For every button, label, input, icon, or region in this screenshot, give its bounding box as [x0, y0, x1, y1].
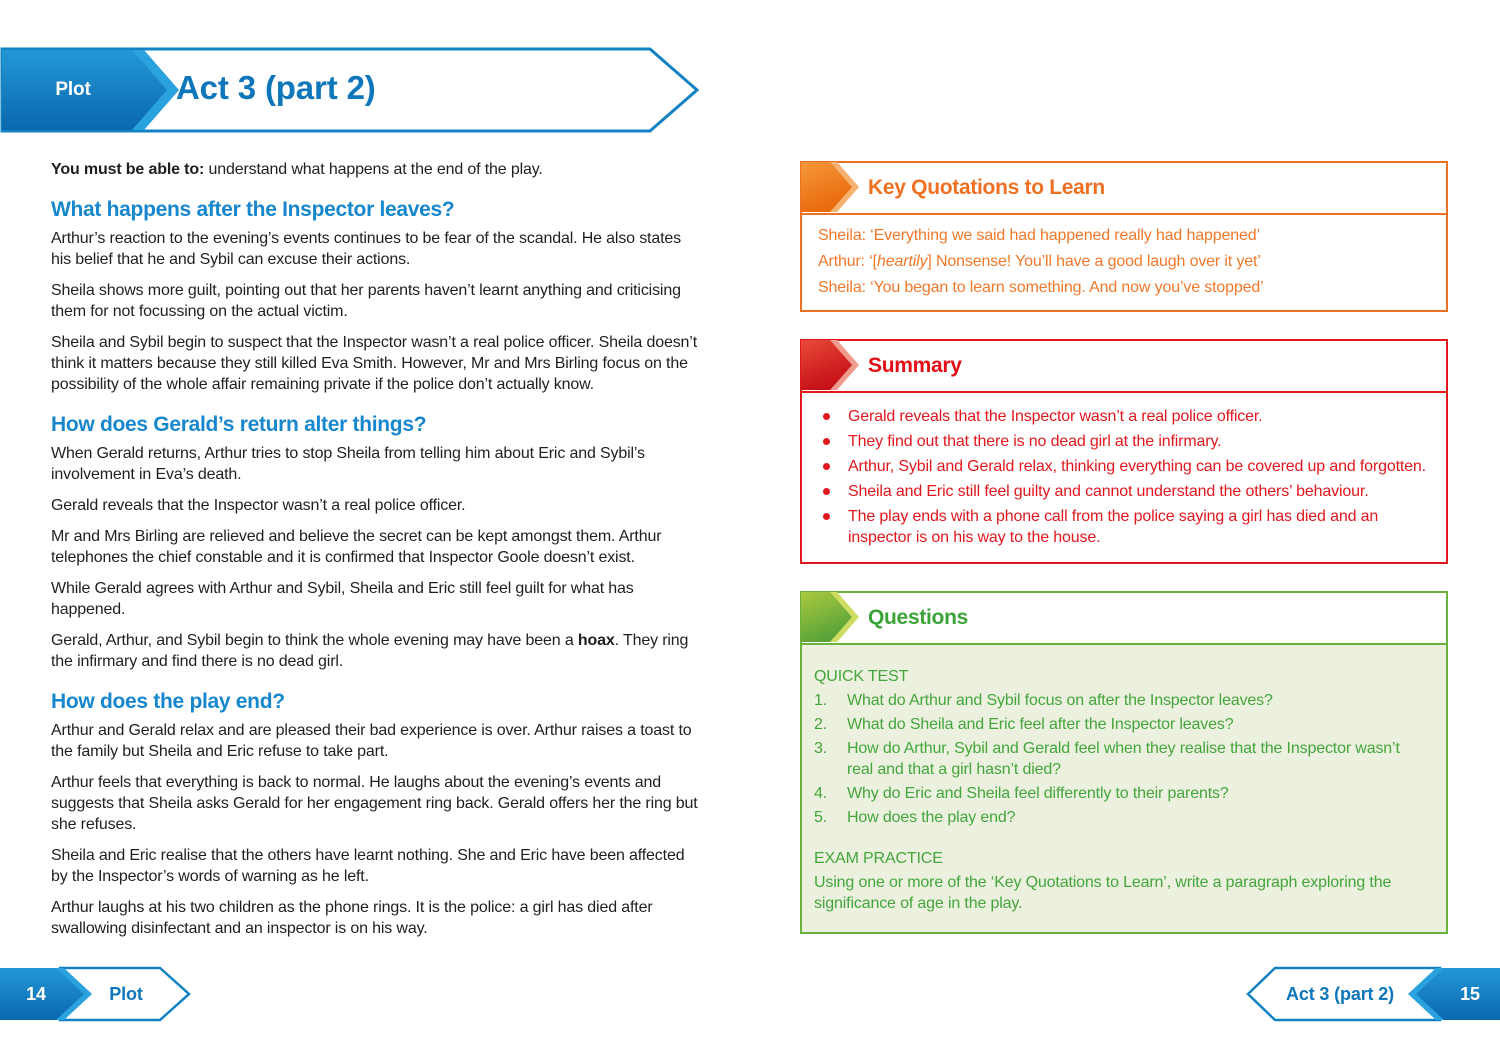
- key-quotations-header: [802, 163, 1446, 215]
- question-number: 2.: [814, 716, 828, 733]
- exam-practice-label: EXAM PRACTICE: [814, 850, 943, 867]
- red-chevron-icon: [801, 340, 859, 390]
- summary-list: [802, 406, 1430, 548]
- section-geralds-return: [51, 413, 703, 672]
- question-text: How do Arthur, Sybil and Gerald feel when they realise that the Inspector wasn’t real and that a girl hasn’t died?: [847, 740, 1400, 778]
- footer-left: [0, 965, 192, 1023]
- paragraph: While Gerald agrees with Arthur and Sybil, Sheila and Eric still feel guilt for what has happened.: [51, 580, 634, 618]
- section-after-inspector: [51, 198, 703, 395]
- paragraph: Arthur and Gerald relax and are pleased their bad experience is over. Arthur raises a toast to the family but Sheila and Eric refuse to take part.: [51, 722, 692, 760]
- objective-line: [51, 159, 703, 180]
- key-quotations-body: [802, 215, 1446, 310]
- summary-item: They find out that there is no dead girl at the infirmary.: [802, 431, 1430, 452]
- question-number: 4.: [814, 785, 828, 802]
- orange-chevron-icon: [801, 162, 859, 212]
- question-text: Why do Eric and Sheila feel differently to their parents?: [847, 785, 1229, 802]
- page-number-left: 14: [26, 984, 46, 1004]
- question-text: What do Sheila and Eric feel after the Inspector leaves?: [847, 716, 1234, 733]
- question-number: 3.: [814, 740, 828, 757]
- summary-box: [800, 339, 1448, 564]
- key-quotations-box: [800, 161, 1448, 312]
- summary-item: Sheila and Eric still feel guilty and cannot understand the others’ behaviour.: [802, 481, 1430, 502]
- question-number: 1.: [814, 692, 828, 709]
- paragraph: Sheila and Eric realise that the others have learnt nothing. She and Eric have been affected by the Inspector’s words of warning as he left.: [51, 847, 685, 885]
- exam-practice-text: Using one or more of the ‘Key Quotations to Learn’, write a paragraph exploring the significance of age in the play.: [814, 874, 1392, 912]
- paragraph: Arthur laughs at his two children as the phone rings. It is the police: a girl has died after swallowing disinfectant and an inspector is on his way.: [51, 899, 653, 937]
- footer-page-title-label: Act 3 (part 2): [1286, 984, 1394, 1004]
- paragraph: Sheila and Sybil begin to suspect that the Inspector wasn’t a real police officer. Sheila doesn’t think it matters because they still killed Eva Smith. However, Mr and Mrs Birling focus on the possibility of the whole affair remaining private if the police don’t actually know.: [51, 334, 698, 393]
- paragraph: Arthur feels that everything is back to normal. He laughs about the evening’s events and suggests that Sheila asks Gerald for her engagement ring back. Gerald offers her the ring but she refuses.: [51, 774, 698, 833]
- quick-test-label: QUICK TEST: [814, 668, 909, 685]
- paragraph: Gerald reveals that the Inspector wasn’t a real police officer.: [51, 497, 466, 514]
- page-number-right: 15: [1460, 984, 1480, 1004]
- section-play-end: [51, 690, 703, 939]
- quick-test-item: [814, 783, 1430, 804]
- page-header: [0, 47, 700, 133]
- quick-test-item: [814, 714, 1430, 735]
- questions-title: Questions: [868, 606, 968, 629]
- section-tab-label: Plot: [55, 79, 91, 100]
- plot-tab: [2, 50, 182, 130]
- paragraph: Arthur’s reaction to the evening’s events continues to be fear of the scandal. He also states his belief that he and Sybil can excuse their actions.: [51, 230, 681, 268]
- paragraph: When Gerald returns, Arthur tries to stop Sheila from telling him about Eric and Sybil’s involvement in Eva’s death.: [51, 445, 645, 483]
- section-heading: How does the play end?: [51, 690, 285, 713]
- footer-section-label: Plot: [109, 984, 143, 1004]
- footer-right: [1245, 965, 1500, 1023]
- green-chevron-icon: [801, 592, 859, 642]
- question-number: 5.: [814, 809, 828, 826]
- question-text: How does the play end?: [847, 809, 1016, 826]
- summary-item: Gerald reveals that the Inspector wasn’t a real police officer.: [802, 406, 1430, 427]
- summary-title: Summary: [868, 354, 962, 377]
- quick-test-item: [814, 690, 1430, 711]
- section-heading: What happens after the Inspector leaves?: [51, 198, 455, 221]
- question-text: What do Arthur and Sybil focus on after the Inspector leaves?: [847, 692, 1273, 709]
- quote-line: Arthur: ‘[heartily] Nonsense! You’ll have a good laugh over it yet’: [818, 253, 1261, 270]
- objective-text: understand what happens at the end of the play.: [204, 161, 543, 178]
- paragraph: Sheila shows more guilt, pointing out that her parents haven’t learnt anything and criticising them for not focussing on the actual victim.: [51, 282, 681, 320]
- paragraph: Gerald, Arthur, and Sybil begin to think the whole evening may have been a hoax. They ring the infirmary and find there is no dead girl.: [51, 632, 689, 670]
- quote-line: Sheila: ‘Everything we said had happened really had happened’: [818, 227, 1260, 244]
- left-column: [51, 159, 703, 949]
- quick-test-item: [814, 807, 1430, 828]
- quick-test-item: [814, 738, 1430, 780]
- right-column: [800, 161, 1448, 961]
- paragraph: Mr and Mrs Birling are relieved and believe the secret can be kept amongst them. Arthur telephones the chief constable and it is confirmed that Inspector Goole doesn’t exist.: [51, 528, 662, 566]
- questions-header: [802, 593, 1446, 645]
- page-title: Act 3 (part 2): [176, 69, 376, 106]
- objective-lead: You must be able to:: [51, 161, 205, 178]
- summary-body: [802, 393, 1446, 562]
- quote-line: Sheila: ‘You began to learn something. And now you’ve stopped’: [818, 279, 1264, 296]
- summary-header: [802, 341, 1446, 393]
- questions-body: [802, 645, 1446, 932]
- summary-item: Arthur, Sybil and Gerald relax, thinking everything can be covered up and forgotten.: [802, 456, 1430, 477]
- summary-item: The play ends with a phone call from the police saying a girl has died and an inspector is on his way to the house.: [802, 506, 1430, 548]
- questions-box: [800, 591, 1448, 934]
- section-heading: How does Gerald’s return alter things?: [51, 413, 427, 436]
- key-quotations-title: Key Quotations to Learn: [868, 176, 1105, 199]
